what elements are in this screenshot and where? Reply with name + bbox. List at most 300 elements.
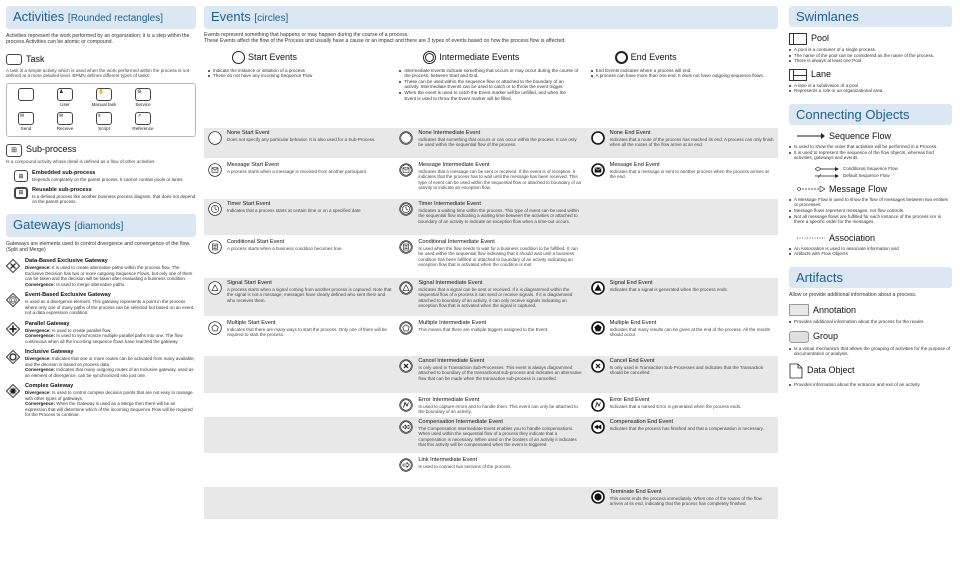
event-row: [204, 318, 778, 354]
task-type-reference: [128, 112, 158, 132]
event-cell: [587, 356, 778, 393]
sequence-flow-point: Is used to show the order that activities will be performed in a Process.: [789, 144, 952, 150]
event-name: None End Event: [609, 129, 651, 136]
event-cell: [395, 356, 586, 393]
gateway-text-value: Is used to synchronize multiple parallel paths into one. The flow continuous when all the incoming sequence flows have reached the gateway.: [25, 333, 183, 344]
intermediate-events-header: [395, 51, 586, 64]
gateway-text-label: Convergence:: [25, 333, 56, 339]
event-name: Multiple Start Event: [227, 319, 276, 326]
event-body: [610, 280, 728, 314]
gateway-name: Event-Based Exclusive Gateway: [25, 292, 111, 299]
event-desc: Does not specify any particular behavior. It is also used for a Sub-Process.: [227, 136, 376, 142]
multiple-intermediate-eventicon: [399, 321, 413, 335]
event-name: Signal End Event: [609, 279, 653, 286]
event-desc: Indicates that a signal is generated when the process ends.: [609, 286, 728, 292]
event-row: [204, 487, 778, 519]
gateway-text-label: Convergence:: [25, 367, 56, 373]
end-events-label: End Events: [630, 52, 677, 63]
send-task-icon: ✉: [18, 112, 34, 125]
gateways-header: [6, 214, 196, 237]
task-type-service: [128, 88, 158, 108]
task-type-label: [11, 102, 41, 108]
event-body: [418, 419, 582, 451]
user-task-icon: ♟: [57, 88, 73, 101]
events-intro-item: When the event is used to catch the Event marker will be unfilled, and when the Event is used to throw the Event marker will be filled.: [399, 90, 578, 101]
gateway-text-label: Divergence:: [25, 356, 51, 362]
event-name: Error End Event: [609, 396, 650, 403]
event-body: [418, 239, 582, 274]
event-body: [610, 419, 764, 451]
event-row: [204, 395, 778, 415]
compensation-intermediate-eventicon: [399, 420, 413, 434]
event-name: Signal Intermediate Event: [418, 279, 483, 286]
event-desc: Indicates that a route of the process has reached its end. A process can only finish when all the routes of the flow arrive at an end.: [609, 136, 774, 148]
data-based-exclusive-gatewayicon: [6, 259, 20, 273]
message-flow-arrow-icon: [797, 186, 825, 192]
task-type-receive: [50, 112, 80, 132]
event-row: [204, 417, 778, 453]
lane-icon: [789, 69, 807, 81]
event-cell: [204, 278, 395, 316]
start-events-label: Start Events: [248, 52, 298, 63]
events-intro-item: End Events indicates where a process will end.: [591, 68, 770, 74]
event-body: [227, 239, 343, 274]
receive-task-icon: ✉: [57, 112, 73, 125]
gateway-text-value: Indicates that one or more routes can be activated from many available, and the decision is based on process data.: [25, 356, 195, 367]
events-intro-list: [208, 68, 387, 79]
event-column-headers: [204, 51, 778, 64]
events-title: Events: [211, 9, 251, 24]
events-table: [204, 128, 778, 519]
event-name: Compensation End Event: [609, 418, 674, 425]
none-intermediate-eventicon: [399, 131, 413, 145]
pool-point: There is always at least one Pool.: [789, 58, 952, 64]
default-flow-label: Default Sequence Flow: [843, 173, 890, 178]
event-body: [610, 162, 774, 195]
gateway-text-value: When the Gateway is used as a Merge then there will be an expression that will determine which of the incoming Sequence Flow will be required for the Process to continue.: [25, 401, 193, 418]
gateway-item: [6, 349, 196, 378]
event-desc: Indicates that a signal can be sent or received. If it is diagrammed within the sequential flow of a process it can send or receive signals. If it is diagrammed attached to boundary of an activity, it can only receive signals indicating an exception flow that is activated when the signal is captured.: [418, 286, 573, 309]
signal-end-eventicon: [591, 281, 605, 295]
event-name: Cancel End Event: [609, 357, 655, 364]
event-name: None Intermediate Event: [418, 129, 481, 136]
event-body: [418, 320, 548, 352]
task-type-label: Send: [20, 125, 32, 131]
event-cell: [587, 160, 778, 197]
pool-point: A pool is a container of a single process.: [789, 47, 952, 53]
event-desc: Indicates that a message can be sent or received. If the event is of reception, it indicates that the process has to wait until the message has been received. This type of event can be used within the sequential flow or attached to boundary of an activity to indicate an exception flow.: [418, 168, 582, 191]
task-type-label: Reference: [132, 125, 154, 131]
gateway-text: [25, 356, 196, 367]
events-desc-1: Events represent something that happens or may happen during the course of a process.: [204, 32, 409, 38]
task-type-user: [50, 88, 80, 108]
gateway-body: [25, 321, 196, 345]
pool-point: The name of the pool can be considered as the name of the process.: [789, 53, 952, 59]
gateways-tag: [diamonds]: [74, 220, 124, 232]
event-name: Conditional Start Event: [227, 238, 285, 245]
event-name: Compensation Intermediate Event: [418, 418, 503, 425]
event-cell: [204, 395, 395, 415]
events-intro-col-1: [395, 68, 586, 126]
gateway-text-label: Divergence:: [25, 327, 51, 333]
event-cell: [204, 356, 395, 393]
event-cell: [204, 487, 395, 519]
events-intro-item: These can be used within the sequence flow or attached to the boundary of an activity. Intermediate Events can be used to catch or to throw the event trigger.: [399, 79, 578, 90]
lane-points: [789, 83, 952, 94]
event-body: [227, 162, 367, 195]
event-body: [227, 280, 391, 314]
annotation-icon: [789, 304, 809, 316]
end-events-header: [587, 51, 778, 64]
message-end-eventicon: [591, 163, 605, 177]
event-name: None Start Event: [227, 129, 270, 136]
script-task-icon: ≡: [96, 112, 112, 125]
event-desc: A process starts when a business condition becomes true.: [227, 245, 343, 251]
event-name: Terminate End Event: [609, 488, 662, 495]
event-body: [418, 162, 582, 195]
none-end-eventicon: [591, 131, 605, 145]
event-cell: [587, 487, 778, 519]
event-desc: Indicates that a process starts at certain time or on a specified date: [227, 207, 361, 213]
gateway-name: Parallel Gateway: [25, 320, 70, 327]
lane-point: Represents a role or an organizational area.: [789, 88, 952, 94]
pool-icon: [789, 33, 807, 45]
gateway-item: [6, 321, 196, 345]
event-name: Message End Event: [609, 161, 660, 168]
gateway-text-label: Divergence:: [25, 265, 51, 271]
event-name: Error Intermediate Event: [418, 396, 480, 403]
none-start-eventicon: [208, 131, 222, 145]
event-body: [227, 201, 361, 233]
event-body: [610, 397, 742, 413]
event-row: [204, 356, 778, 393]
multiple-start-eventicon: [208, 321, 222, 335]
event-cell: [395, 237, 586, 276]
event-desc: A process starts when a signal coming from another process is captured. Note that the signal is not a message; messages have clearly defined who sent them and who receives them.: [227, 286, 392, 303]
compensation-end-eventicon: [591, 420, 605, 434]
event-body: [418, 201, 582, 233]
event-cell: [395, 487, 586, 519]
event-desc: Is used to capture errors and to handle them. This event can only be attached to the boundary of an activity.: [418, 403, 578, 415]
event-name: Message Intermediate Event: [418, 161, 490, 168]
subprocess-icon: ⊞: [6, 144, 22, 157]
message-flow-point: Message flows represent messages, not flow controls.: [789, 208, 952, 214]
message-start-eventicon: [208, 163, 222, 177]
group-icon: [789, 331, 809, 343]
association-points: [789, 246, 952, 257]
pool-title: Pool: [811, 33, 830, 43]
task-type-label: Service: [135, 101, 151, 107]
embedded-subprocess-icon: ⊞: [14, 170, 28, 182]
gateway-text-value: Is used to create parallel flow.: [52, 327, 112, 333]
events-intro-list: [591, 68, 770, 79]
gateway-item: [6, 258, 196, 287]
cancel-intermediate-eventicon: [399, 359, 413, 373]
gateway-item: [6, 292, 196, 316]
artifacts-header: Artifacts: [789, 267, 952, 288]
event-cell: [395, 128, 586, 158]
gateways-title: Gateways: [13, 216, 71, 232]
event-cell: [395, 395, 586, 415]
event-cell: [587, 237, 778, 276]
intermediate-events-label: Intermediate Events: [439, 52, 520, 63]
error-intermediate-eventicon: [399, 398, 413, 412]
task-desc: A task is a simple activity which is used when the work performed within the process is not defined at a more detailed level. BPMN defines different types of tasks:: [6, 67, 190, 79]
group-title: Group: [813, 331, 839, 342]
event-row: [204, 128, 778, 158]
events-intro-item: Indicate the instance or initiation of a process: [208, 68, 387, 74]
gateway-text: [25, 265, 196, 282]
event-row: [204, 237, 778, 276]
data-object-icon: [789, 363, 803, 379]
message-flow-title: Message Flow: [829, 183, 888, 194]
event-body: [418, 397, 582, 413]
events-intro: [204, 68, 778, 126]
event-body: [418, 130, 582, 156]
event-row: [204, 455, 778, 485]
data-object-title: Data Object: [807, 365, 855, 376]
event-cell: [204, 455, 395, 485]
event-body: [610, 320, 774, 352]
subprocess-title: Sub-process: [26, 143, 77, 154]
event-row: [204, 160, 778, 197]
activities-title: Activities: [13, 9, 65, 24]
events-intro-item: A process can have more than one end. It does not have outgoing sequence flows.: [591, 73, 770, 79]
service-task-icon: ⚙: [135, 88, 151, 101]
sequence-flow-point: It is used to represent the sequence of the flow objects, whereas find activities, gateways and events.: [789, 150, 952, 161]
lane-point: A lane is a subdivision of a pool: [789, 83, 952, 89]
sequence-flow-arrow-icon: [797, 133, 825, 139]
events-intro-col-2: [587, 68, 778, 126]
gateway-item: [6, 383, 196, 418]
task-type-label: User: [60, 101, 70, 107]
events-column: [204, 6, 778, 519]
association-title: Association: [829, 232, 876, 243]
event-cell: [587, 128, 778, 158]
event-desc: Indicates that the process has finished and that a compensation is necessary.: [609, 425, 764, 431]
gateway-text: [25, 333, 196, 344]
event-desc: This event ends the process immediately. When one of the routes of the flow arrives at its end, indicating that the process has completely finished.: [609, 495, 762, 507]
task-type-script: [89, 112, 119, 132]
pool-points: [789, 47, 952, 64]
swimlanes-header: Swimlanes: [789, 6, 952, 27]
gateway-text-value: Is used to merge alternative paths.: [56, 281, 126, 287]
association-line-icon: [797, 235, 825, 241]
group-point: Is a visual mechanism that allows the grouping of activities for the purpose of documentation or analysis.: [789, 346, 952, 357]
cancel-end-eventicon: [591, 359, 605, 373]
timer-start-eventicon: [208, 202, 222, 216]
subprocess-desc: Is a compound activity whose detail is defined as a flow of other activities.: [6, 158, 156, 164]
gateway-body: [25, 258, 196, 287]
activities-desc: Activities represent the work performed by an organization; it is a step within the process.Activities can be atomic or compound.: [6, 33, 190, 46]
task-type-label: Receive: [56, 125, 74, 131]
event-based-exclusive-gatewayicon: [6, 293, 20, 307]
gateways-list: [6, 258, 196, 418]
event-body: [610, 130, 774, 156]
signal-intermediate-eventicon: [399, 281, 413, 295]
event-cell: [395, 278, 586, 316]
event-desc: Is only used in Transaction Sub-Processes. This event is always diagrammed attached to boundary of the transactional sub-process and indicates an alternative flow that can be made when the transaction sub-process is cancelled.: [418, 364, 582, 381]
event-body: [418, 457, 511, 483]
gateway-text-value: Is used to control complex decision points that are not easy to manage with other types of gateways.: [25, 390, 193, 401]
conditional-flow-icon: [815, 166, 839, 172]
conditional-flow-label: Conditional Sequence Flow: [843, 166, 898, 171]
parallel-gatewayicon: [6, 322, 20, 336]
event-desc: The Compensation Intermediate Event enables you to handle compensations. When used within the sequential flow of a process they indicate that a compensation is necessary. When used on the borders of an activity it indicates that this activity will be compensated when the event is triggered: [418, 425, 577, 448]
signal-start-eventicon: [208, 281, 222, 295]
event-desc: Indicates that many results can be given at the end of the process. All the results should occur.: [609, 326, 770, 338]
data-object-points: [789, 382, 952, 388]
task-type-label: Script: [98, 125, 110, 131]
annotation-title: Annotation: [813, 304, 857, 315]
event-desc: This means that there are multiple triggers assigned to the Event.: [418, 326, 549, 332]
start-event-circle-icon: [232, 51, 245, 64]
sequence-flow-points: [789, 144, 952, 161]
event-cell: [587, 417, 778, 453]
gateway-text-label: Convergence:: [25, 401, 56, 407]
event-desc: A process starts when a message is received from another participant.: [227, 168, 368, 174]
gateway-text: [25, 367, 196, 378]
terminate-end-eventicon: [591, 490, 605, 504]
gateway-name: Inclusive Gateway: [25, 349, 74, 356]
event-cell: [204, 199, 395, 235]
link-intermediate-eventicon: [399, 458, 413, 472]
event-cell: [587, 278, 778, 316]
event-cell: [395, 455, 586, 485]
task-types-box: [6, 83, 196, 137]
reference-task-icon: ↗: [135, 112, 151, 125]
gateway-text-value: It is used to create alternative paths within the process flow. The Exclusive Decision has two or more outgoing Sequence Flows, but only one of them can be taken and the decision will be taken after evaluating a business condition.: [25, 265, 193, 282]
right-column: [789, 6, 952, 388]
event-desc: Indicates that something that occurs or can occur within the process. It can only be used within the sequential flow of the process.: [418, 136, 577, 148]
event-name: Multiple End Event: [609, 319, 657, 326]
event-desc: Is used when the flow needs to wait for a business condition to be fulfilled. It can be used within the sequential flow indicating that it should wait until a business condition has been fulfilled or attached to boundary of an activity indicating an exception flow that is activated when the condition is met.: [418, 245, 578, 268]
timer-intermediate-eventicon: [399, 202, 413, 216]
connecting-header: Connecting Objects: [789, 104, 952, 125]
gateway-text: [25, 401, 196, 418]
artifacts-desc: Allow or provide additional information about a process.: [789, 291, 917, 298]
task-title: Task: [26, 53, 45, 64]
annotation-point: Provides additional information about the process for the reader.: [789, 319, 952, 325]
events-intro-list: [399, 68, 578, 102]
event-cell: [204, 160, 395, 197]
event-name: Link Intermediate Event: [418, 456, 478, 463]
events-desc-2: These Events affect the flow of the Process and usually have a cause or an impact and there are 3 types of events based on how the process flow is affected.: [204, 38, 566, 45]
event-body: [610, 358, 774, 391]
event-body: [227, 320, 391, 352]
activities-tag: [Rounded rectangles]: [67, 13, 163, 24]
event-desc: Indicates that a named Error is generated when the process ends.: [609, 403, 742, 409]
multiple-end-eventicon: [591, 321, 605, 335]
intermediate-event-circle-icon: [423, 51, 436, 64]
end-event-circle-icon: [615, 51, 628, 64]
manual-task-task-icon: ✋: [96, 88, 112, 101]
reusable-subprocess-icon: ⊞: [14, 187, 28, 199]
events-intro-item: These do not have any incoming Sequence Flow: [208, 73, 387, 79]
data-object-point: Provides information about the entrance and exit of an activity.: [789, 382, 952, 388]
task-icon: [6, 54, 22, 65]
group-points: [789, 346, 952, 357]
events-intro-col-0: [204, 68, 395, 126]
events-header: [204, 6, 778, 29]
none-task-icon: [18, 88, 34, 101]
message-flow-points: [789, 197, 952, 225]
activities-header: [6, 6, 196, 29]
gateway-text: [25, 282, 196, 288]
message-intermediate-eventicon: [399, 163, 413, 177]
event-row: [204, 278, 778, 316]
gateways-desc: Gateways are elements used to control divergence and convergence of the flow. (Split and Merge): [6, 240, 191, 254]
event-cell: [395, 199, 586, 235]
event-name: Signal Start Event: [227, 279, 272, 286]
gateway-body: [25, 349, 196, 378]
event-cell: [204, 237, 395, 276]
gateway-body: [25, 383, 196, 418]
event-cell: [204, 417, 395, 453]
event-name: Message Start Event: [227, 161, 279, 168]
event-desc: Indicates a waiting time within the process. This type of event can be used within the sequential flow indicating a waiting time between the activities or attached to boundary of an activity to indicate an exception flow when a time-out occurs.: [418, 207, 579, 224]
gateway-text-value: Indicates that many outgoing routes of an Inclusive gateway, used as an element of divergence, can be synchronized into just one.: [25, 367, 194, 378]
gateway-name: Data-Based Exclusive Gateway: [25, 258, 108, 265]
event-cell: [395, 160, 586, 197]
activities-column: [6, 6, 196, 418]
event-body: [418, 358, 582, 391]
task-type-manual-task: [89, 88, 119, 108]
event-cell: [204, 318, 395, 354]
event-desc: Is only used in Transaction Sub-Processes and indicates that the Transaction should be cancelled.: [609, 364, 764, 376]
error-end-eventicon: [591, 398, 605, 412]
event-cell: [587, 455, 778, 485]
association-point: Artifacts with Flow Objects: [789, 251, 952, 257]
event-body: [610, 489, 774, 517]
event-name: Timer Intermediate Event: [418, 200, 481, 207]
event-name: Multiple Intermediate Event: [418, 319, 487, 326]
task-type-send: [11, 112, 41, 132]
gateway-text-label: Divergence:: [25, 390, 51, 396]
default-flow-icon: [815, 173, 839, 179]
gateway-name: Complex Gateway: [25, 383, 74, 390]
reusable-title: Reusable sub-process: [32, 186, 92, 193]
task-type-label: Manual task: [91, 101, 117, 107]
message-flow-point: Not all message flows are fulfilled for each instance of the process nor is there a specific order for the messages.: [789, 214, 952, 225]
annotation-points: [789, 319, 952, 325]
event-cell: [395, 318, 586, 354]
embedded-desc: Depends completely on the parent process. It cannot contain pools or lanes.: [32, 177, 184, 183]
gateway-text: [25, 299, 196, 316]
lane-title: Lane: [811, 68, 832, 79]
gateway-body: [25, 292, 196, 316]
event-row: [204, 199, 778, 235]
message-flow-point: A Message Flow is used to show the flow of messages between two entities or processes.: [789, 197, 952, 208]
event-body: [227, 130, 375, 156]
event-desc: Indicates that a message is sent to another process when the process arrives at the end.: [609, 168, 769, 180]
event-name: Cancel Intermediate Event: [418, 357, 485, 364]
event-cell: [587, 199, 778, 235]
event-name: Conditional Intermediate Event: [418, 238, 495, 245]
conditional-intermediate-eventicon: [399, 240, 413, 254]
event-body: [418, 280, 582, 314]
association-point: An Association is used to associate information and: [789, 246, 952, 252]
event-cell: [587, 318, 778, 354]
task-type-none: [11, 88, 41, 108]
event-desc: Is used to connect two sections of the process.: [418, 463, 512, 469]
event-cell: [395, 417, 586, 453]
events-intro-item: Intermediate Events indicate something that occurs or may occur during the course of the process, between Start and End.: [399, 68, 578, 79]
event-cell: [204, 128, 395, 158]
complex-gatewayicon: [6, 384, 20, 398]
sequence-flow-title: Sequence Flow: [829, 130, 892, 141]
event-name: Timer Start Event: [227, 200, 271, 207]
